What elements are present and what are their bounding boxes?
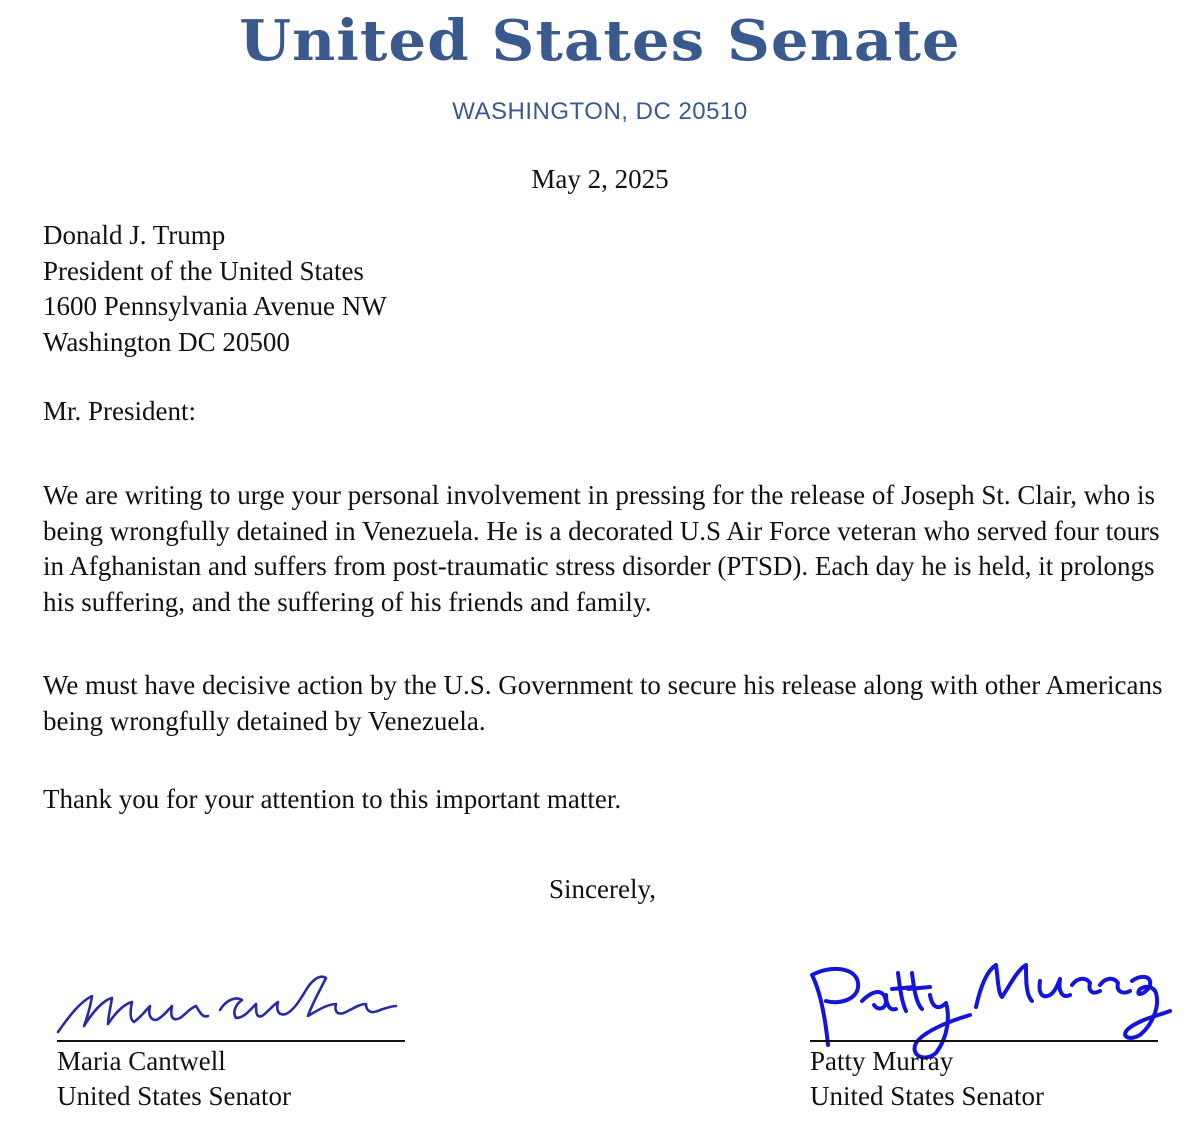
signature-maria-cantwell xyxy=(50,960,410,1040)
body-paragraph-2: We must have decisive action by the U.S. Government to secure his release along with other Americans being wrongfully detained by Venezuela. xyxy=(43,670,1163,736)
signature-line-right xyxy=(810,1040,1158,1042)
salutation: Mr. President: xyxy=(43,396,196,426)
body-paragraph-1: We are writing to urge your personal involvement in pressing for the release of Joseph St. Clair, who is being wrongfully detained in Venezuela. He is a decorated U.S Air Force veteran who served four tours in Afghanistan and suffers from post-traumatic stress disorder (PTSD). Each day he is held, it prolongs his suffering, and the suffering of his friends and family. xyxy=(43,480,1160,617)
signature-line-left xyxy=(57,1040,405,1042)
signer-name: Patty Murray xyxy=(810,1046,954,1076)
letterhead-title: United States Senate xyxy=(239,8,961,74)
recipient-address-block xyxy=(43,218,387,360)
letterhead-address: WASHINGTON, DC 20510 xyxy=(452,98,748,125)
signer-block-murray xyxy=(810,1044,1044,1114)
letter-date: May 2, 2025 xyxy=(531,164,669,194)
closing: Sincerely, xyxy=(549,874,656,904)
signer-name: Maria Cantwell xyxy=(57,1046,226,1076)
body-paragraph-3: Thank you for your attention to this important matter. xyxy=(43,784,622,814)
recipient-name: Donald J. Trump xyxy=(43,220,226,250)
signer-title: United States Senator xyxy=(810,1081,1044,1111)
recipient-city: Washington DC 20500 xyxy=(43,326,290,357)
recipient-title: President of the United States xyxy=(43,255,364,286)
signer-title: United States Senator xyxy=(57,1081,291,1111)
signer-block-cantwell xyxy=(57,1044,291,1114)
recipient-street: 1600 Pennsylvania Avenue NW xyxy=(43,291,387,321)
